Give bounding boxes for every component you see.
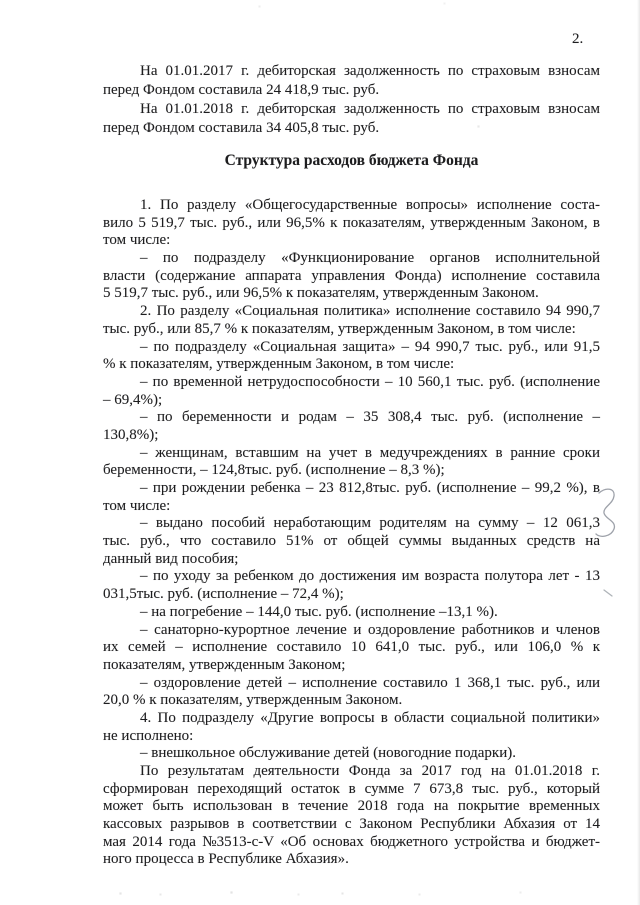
text-line: – по уходу за ребенком до достижения им возраста полутора лет - 13 xyxy=(140,568,600,585)
text-line: – санаторно-курортное лечение и оздоровление работников и членов xyxy=(140,621,600,638)
pen-tick-mark xyxy=(603,588,615,598)
text-line: данный вид пособия; xyxy=(103,550,239,567)
text-line: На 01.01.2017 г. дебиторская задолженность по страховым взносам xyxy=(140,63,600,79)
text-line: – выдано пособий неработающим родителям на сумму – 12 061,3 xyxy=(140,515,600,532)
text-line: 2. По разделу «Социальная политика» исполнение составило 94 990,7 xyxy=(140,303,600,320)
text-line: По результатам деятельности Фонда за 2017 год на 01.01.2018 г. xyxy=(140,763,600,779)
text-line: тыс. руб., что составило 51% от общей суммы выданных средств на xyxy=(103,533,600,550)
text-line: не исполнено: xyxy=(103,727,194,744)
text-line: – оздоровление детей – исполнение составило 1 368,1 тыс. руб., или xyxy=(140,674,600,691)
intro-paragraphs xyxy=(103,62,600,138)
page-number: 2. xyxy=(572,31,584,47)
text-line: перед Фондом составила 34 405,8 тыс. руб. xyxy=(103,120,380,136)
section-heading: Структура расходов бюджета Фонда xyxy=(224,152,479,169)
text-line: том числе: xyxy=(103,232,171,249)
handwritten-margin-squiggle-mark xyxy=(591,484,621,542)
text-line: – при рождении ребенка – 23 812,8тыс. руб. (исполнение – 99,2 %), в xyxy=(140,480,600,496)
text-line: – женщинам, вставшим на учет в медучреждениях в ранние сроки xyxy=(140,444,600,461)
text-line: перед Фондом составила 24 418,9 тыс. руб. xyxy=(103,82,380,98)
text-line: 031,5тыс. руб. (исполнение – 72,4 %); xyxy=(103,586,344,603)
text-line: – по подразделу «Функционирование органов исполнительной xyxy=(140,250,600,267)
text-line: – по беременности и родам – 35 308,4 тыс. руб. (исполнение – xyxy=(140,409,600,426)
text-line: кассовых разрывов в соответствии с Законом Республики Абхазия от 14 xyxy=(103,816,600,833)
text-line: сформирован переходящий остаток в сумме 7 673,8 тыс. руб., который xyxy=(103,780,600,797)
text-line: – по подразделу «Социальная защита» – 94 990,7 тыс. руб., или 91,5 xyxy=(140,338,600,355)
text-line: тыс. руб., или 85,7 % к показателям, утвержденным Законом, в том числе: xyxy=(103,320,576,337)
text-line: власти (содержание аппарата управления Фонда) исполнение составила xyxy=(103,267,600,284)
text-line: 130,8%); xyxy=(103,426,159,443)
text-line: том числе: xyxy=(103,497,171,514)
text-line: – на погребение – 144,0 тыс. руб. (исполнение –13,1 %). xyxy=(140,603,498,620)
text-line: беременности, – 124,8тыс. руб. (исполнение – 8,3 %); xyxy=(103,462,445,479)
document-text-column xyxy=(103,62,600,869)
body-paragraphs xyxy=(103,197,600,869)
text-line: – внешкольное обслуживание детей (новогодние подарки). xyxy=(140,745,516,762)
scan-noise-specks xyxy=(0,0,1,1)
text-line: 5 519,7 тыс. руб., или 96,5% к показателям, утвержденным Законом. xyxy=(103,285,539,302)
text-line: может быть использован в течение 2018 года на покрытие временных xyxy=(103,798,600,815)
text-line: показателям, утвержденным Законом; xyxy=(103,656,346,673)
text-line: мая 2014 года №3513-с-V «Об основах бюджетного устройства и бюджет- xyxy=(103,833,600,850)
text-line: 1. По разделу «Общегосударственные вопросы» исполнение соста- xyxy=(140,197,600,213)
text-line: На 01.01.2018 г. дебиторская задолженность по страховым взносам xyxy=(140,101,600,117)
text-line: – по временной нетрудоспособности – 10 560,1 тыс. руб. (исполнение xyxy=(140,373,600,390)
text-line: вило 5 519,7 тыс. руб., или 96,5% к показателям, утвержденным Законом, в xyxy=(103,214,600,231)
text-line: 20,0 % к показателям, утвержденным Законом. xyxy=(103,692,403,709)
text-line: – 69,4%); xyxy=(103,391,163,408)
text-line: % к показателям, утвержденным Законом, в том числе: xyxy=(103,356,455,373)
text-line: ного процесса в Республике Абхазия». xyxy=(103,851,349,868)
text-line: 4. По подразделу «Другие вопросы в области социальной политики» xyxy=(140,709,600,726)
text-line: их семей – исполнение составило 10 641,0 тыс. руб., или 106,0 % к xyxy=(103,639,600,656)
